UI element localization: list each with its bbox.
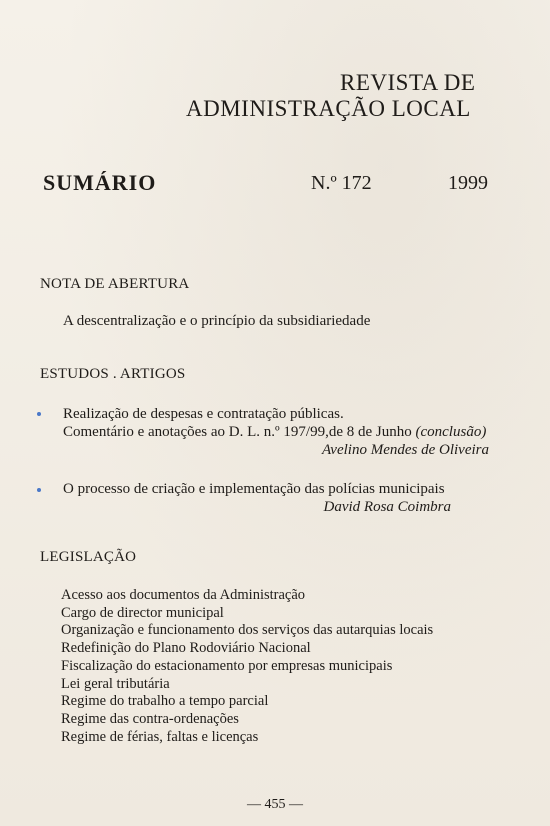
list-item: Regime do trabalho a tempo parcial — [61, 693, 269, 710]
toc-entry-article — [63, 405, 503, 459]
article-subtitle-note: (conclusão) — [415, 424, 487, 440]
section-heading-nota-de-abertura: NOTA DE ABERTURA — [40, 276, 190, 292]
article-title: O processo de criação e implementação das polícias municipais — [63, 481, 445, 497]
list-item: Lei geral tributária — [61, 675, 170, 692]
section-heading-legislacao: LEGISLAÇÃO — [40, 549, 137, 565]
issue-number: N.º 172 — [311, 172, 372, 194]
toc-entry: A descentralização e o princípio da subsidiariedade — [63, 313, 371, 329]
list-item: Fiscalização do estacionamento por empresas municipais — [61, 657, 393, 674]
list-item: Redefinição do Plano Rodoviário Nacional — [61, 640, 311, 657]
issue-year: 1999 — [448, 172, 488, 194]
list-item: Regime das contra-ordenações — [61, 710, 239, 727]
summary-heading: SUMÁRIO — [43, 170, 157, 195]
bullet-icon — [37, 488, 41, 492]
section-heading-estudos-artigos: ESTUDOS . ARTIGOS — [40, 366, 186, 382]
article-subtitle — [63, 424, 486, 440]
list-item: Acesso aos documentos da Administração — [61, 587, 306, 603]
list-item: Organização e funcionamento dos serviços das autarquias locais — [61, 622, 434, 639]
legislation-list — [61, 587, 433, 746]
article-title: Realização de despesas e contratação públicas. — [63, 406, 344, 422]
list-item: Regime de férias, faltas e licenças — [61, 728, 259, 745]
article-author: David Rosa Coimbra — [323, 499, 451, 515]
summary-header — [43, 170, 513, 200]
article-subtitle-text: Comentário e anotações ao D. L. n.º 197/99,de 8 de Junho — [63, 424, 412, 440]
article-author: Avelino Mendes de Oliveira — [321, 442, 489, 458]
page-number: — 455 — — [247, 797, 303, 812]
journal-title-line2: ADMINISTRAÇÃO LOCAL — [186, 96, 471, 121]
toc-entry-article — [63, 480, 503, 516]
journal-masthead — [186, 70, 506, 122]
journal-title-line1: REVISTA DE — [340, 70, 476, 95]
list-item: Cargo de director municipal — [61, 604, 224, 621]
bullet-icon — [37, 412, 41, 416]
